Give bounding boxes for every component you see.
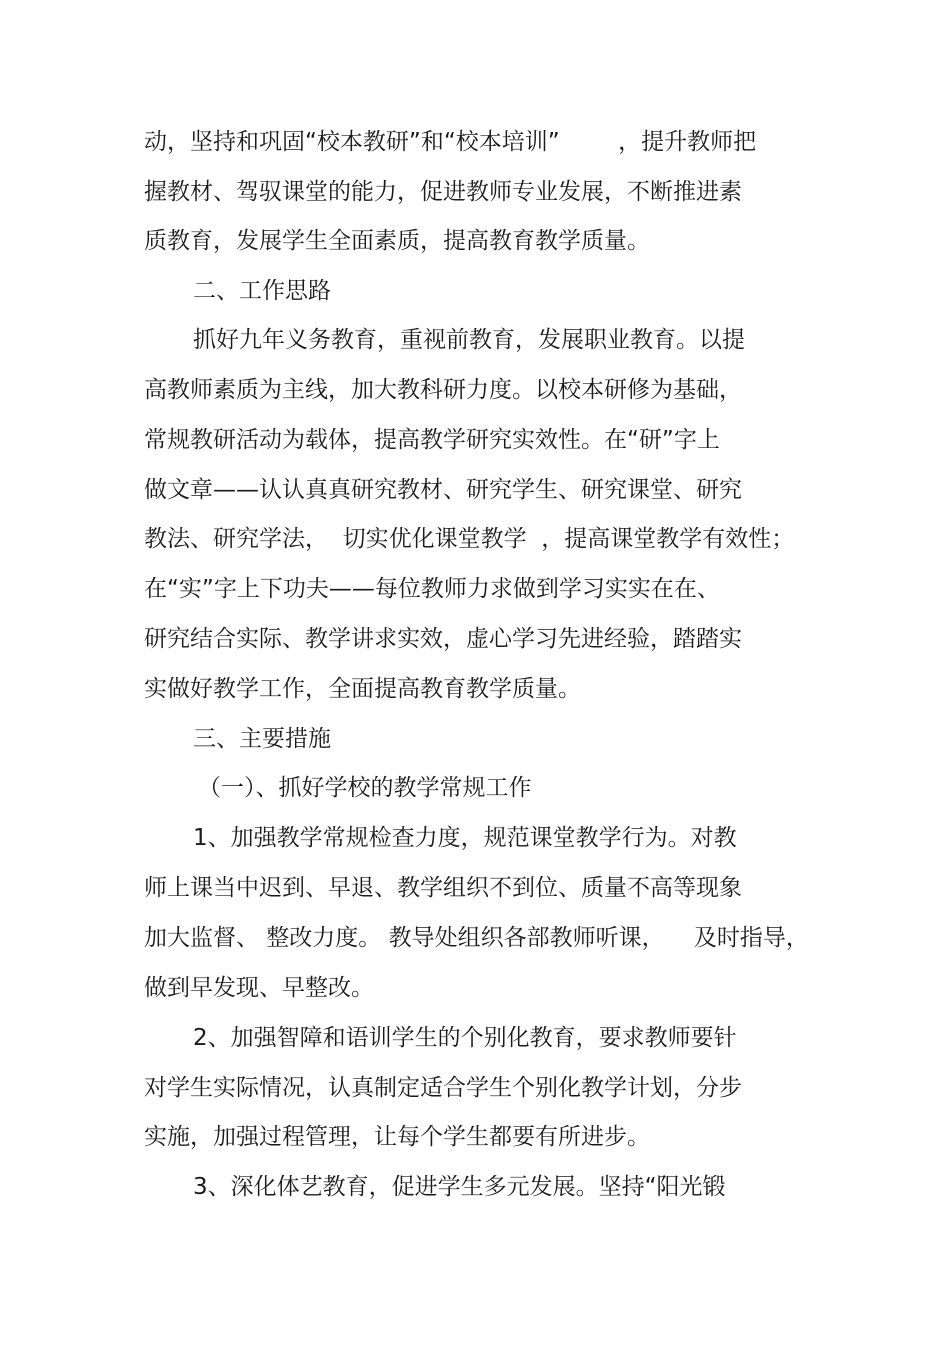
text-line: 常规教研活动为载体，提高教学研究实效性。在“研”字上 [144,427,720,453]
text-line: 高教师素质为主线，加大教科研力度。以校本研修为基础， [144,377,742,403]
text-line: 加大监督、 整改力度。 教导处组织各部教师听课， 及时指导， [144,925,809,951]
text-line: 动，坚持和巩固“校本教研”和“校本培训” ，提升教师把 [144,129,757,155]
text-line: 实做好教学工作，全面提高教育教学质量。 [144,676,581,702]
text-line: 1、加强教学常规检查力度，规范课堂教学行为。对教 [193,825,737,851]
text-line: 2、加强智障和语训学生的个别化教育，要求教师要针 [193,1025,737,1051]
text-line: 做文章——认认真真研究教材、研究学生、研究课堂、研究 [144,477,742,503]
text-line: 握教材、驾驭课堂的能力，促进教师专业发展，不断推进素 [144,179,742,205]
section-heading: 三、主要措施 [193,726,331,752]
text-line: 抓好九年义务教育，重视前教育，发展职业教育。以提 [193,327,745,353]
text-line: 实施，加强过程管理，让每个学生都要有所进步。 [144,1124,650,1150]
text-line: 研究结合实际、教学讲求实效，虚心学习先进经验，踏踏实 [144,626,742,652]
text-line: 教法、研究学法， 切实优化课堂教学 ，提高课堂教学有效性； [144,526,795,552]
subsection-heading: （一）、抓好学校的教学常规工作 [198,775,532,801]
text-line: 师上课当中迟到、早退、教学组织不到位、质量不高等现象 [144,875,742,901]
text-line: 3、深化体艺教育，促进学生多元发展。坚持“阳光锻 [193,1174,726,1200]
section-heading: 二、工作思路 [193,278,331,304]
text-line: 做到早发现、早整改。 [144,975,374,1001]
text-line: 对学生实际情况，认真制定适合学生个别化教学计划，分步 [144,1075,742,1101]
text-line: 质教育，发展学生全面素质，提高教育教学质量。 [144,228,650,254]
text-line: 在“实”字上下功夫——每位教师力求做到学习实实在在、 [144,576,720,602]
